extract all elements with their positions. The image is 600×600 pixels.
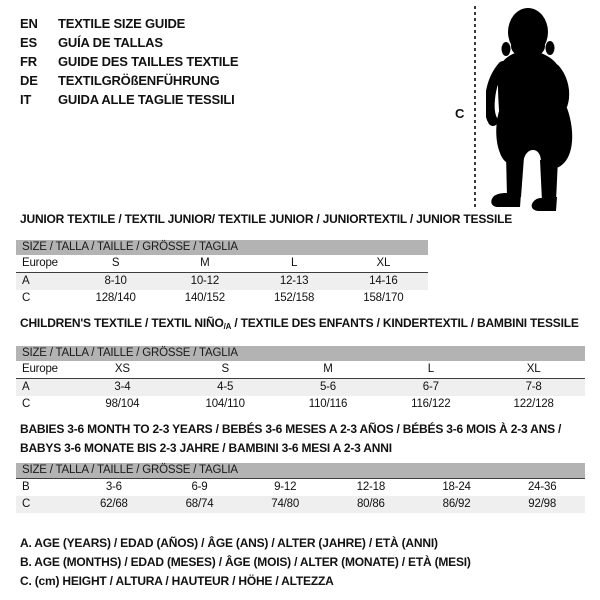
footnote-b: B. AGE (MONTHS) / EDAD (MESES) / ÂGE (MOIS) / ALTER (MONATE) / ETÀ (MESI) [20,555,471,569]
table-cell: 62/68 [99,498,128,510]
table-row [16,255,428,272]
table-cell: L [291,257,298,269]
row-label: C [22,498,31,510]
language-title: TEXTILGRÖßENFÜHRUNG [58,73,220,88]
language-title: GUÍA DE TALLAS [58,35,163,50]
size-header-bar: SIZE / TALLA / TAILLE / GRÖSSE / TAGLIA [16,463,585,478]
table-cell: 104/110 [205,398,245,410]
row-label: B [22,481,30,493]
table-cell: 128/140 [95,292,136,304]
table-cell: 158/170 [363,292,404,304]
table-cell: 92/98 [528,498,557,510]
table-row [16,378,585,396]
table-cell: 3-6 [105,481,122,493]
table-cell: 12-18 [356,481,386,493]
table-row [16,290,428,307]
table-cell: S [221,363,229,375]
children-title-text: CHILDREN'S TEXTILE / TEXTIL NIÑO [20,316,224,330]
height-marker-label: C [455,106,465,121]
table-cell: 74/80 [271,498,300,510]
table-cell: 9-12 [274,481,297,493]
row-label: Europe [22,363,58,375]
language-row [20,90,238,109]
language-title: GUIDE DES TAILLES TEXTILE [58,54,239,69]
row-label: C [22,398,31,410]
size-header-bar: SIZE / TALLA / TAILLE / GRÖSSE / TAGLIA [16,240,428,255]
table-cell: 98/104 [105,398,140,410]
table-cell: 3-4 [114,381,131,393]
table-cell: 152/158 [274,292,315,304]
babies-title-line1: BABIES 3-6 MONTH TO 2-3 YEARS / BEBÉS 3-6 MESES A 2-3 AÑOS / BÉBÉS 3-6 MOIS À 2-3 ANS / [20,422,562,436]
row-label: A [22,381,30,393]
footnote-c: C. (cm) HEIGHT / ALTURA / HAUTEUR / HÖHE / ALTEZZA [20,574,334,588]
size-header-bar: SIZE / TALLA / TAILLE / GRÖSSE / TAGLIA [16,346,585,361]
language-code: IT [20,92,32,107]
language-title-list [20,14,238,109]
language-row [20,71,238,90]
table-row [16,496,585,513]
table-cell: XS [114,363,130,375]
table-cell: 7-8 [525,381,542,393]
language-code: ES [20,35,37,50]
table-row [16,396,585,413]
table-cell: 80/86 [356,498,385,510]
table-cell: 4-5 [217,381,234,393]
babies-table-title [20,420,580,458]
table-cell: 5-6 [319,381,336,393]
toddler-silhouette-icon [486,4,586,212]
babies-size-table [16,463,585,513]
language-code: DE [20,73,38,88]
table-cell: 122/128 [513,398,554,410]
language-row [20,14,238,33]
language-row [20,52,238,71]
table-row [16,361,585,378]
children-title-text: / TEXTILE DES ENFANTS / KINDERTEXTIL / BAMBINI TESSILE [231,316,579,330]
junior-table-title: JUNIOR TEXTILE / TEXTIL JUNIOR/ TEXTILE JUNIOR / JUNIORTEXTIL / JUNIOR TESSILE [20,212,513,226]
babies-title-line2: BABYS 3-6 MONATE BIS 2-3 JAHRE / BAMBINI 3-6 MESI A 2-3 ANNI [20,441,392,455]
language-title: TEXTILE SIZE GUIDE [58,16,186,31]
language-row [20,33,238,52]
language-code: EN [20,16,38,31]
table-cell: 116/122 [411,398,451,410]
table-cell: 110/116 [308,398,348,410]
footnote-a: A. AGE (YEARS) / EDAD (AÑOS) / ÂGE (ANS) / ALTER (JAHRE) / ETÀ (ANNI) [20,536,438,550]
table-cell: 140/152 [184,292,225,304]
table-cell: 24-36 [527,481,557,493]
table-cell: M [323,363,333,375]
children-title-subscript: /A [223,322,232,331]
table-cell: XL [376,257,391,269]
table-cell: 8-10 [104,275,127,287]
table-cell: L [427,363,434,375]
row-label: A [22,275,30,287]
table-cell: 86/92 [442,498,471,510]
row-label: C [22,292,31,304]
height-marker-line [474,6,476,208]
table-cell: 14-16 [369,275,398,287]
table-cell: 18-24 [442,481,471,493]
table-row [16,478,585,496]
table-cell: 68/74 [185,498,214,510]
footnote-legend [20,534,471,591]
table-cell: S [111,257,120,269]
table-cell: 10-12 [190,275,220,287]
table-cell: 6-9 [191,481,208,493]
table-cell: XL [526,363,541,375]
children-size-table [16,346,585,413]
row-label: Europe [22,257,58,269]
table-row [16,272,428,290]
table-cell: M [200,257,210,269]
table-cell: 6-7 [422,381,439,393]
language-title: GUIDA ALLE TAGLIE TESSILI [58,92,235,107]
table-cell: 12-13 [279,275,309,287]
junior-size-table [16,240,428,307]
language-code: FR [20,54,37,69]
children-table-title [20,316,579,334]
